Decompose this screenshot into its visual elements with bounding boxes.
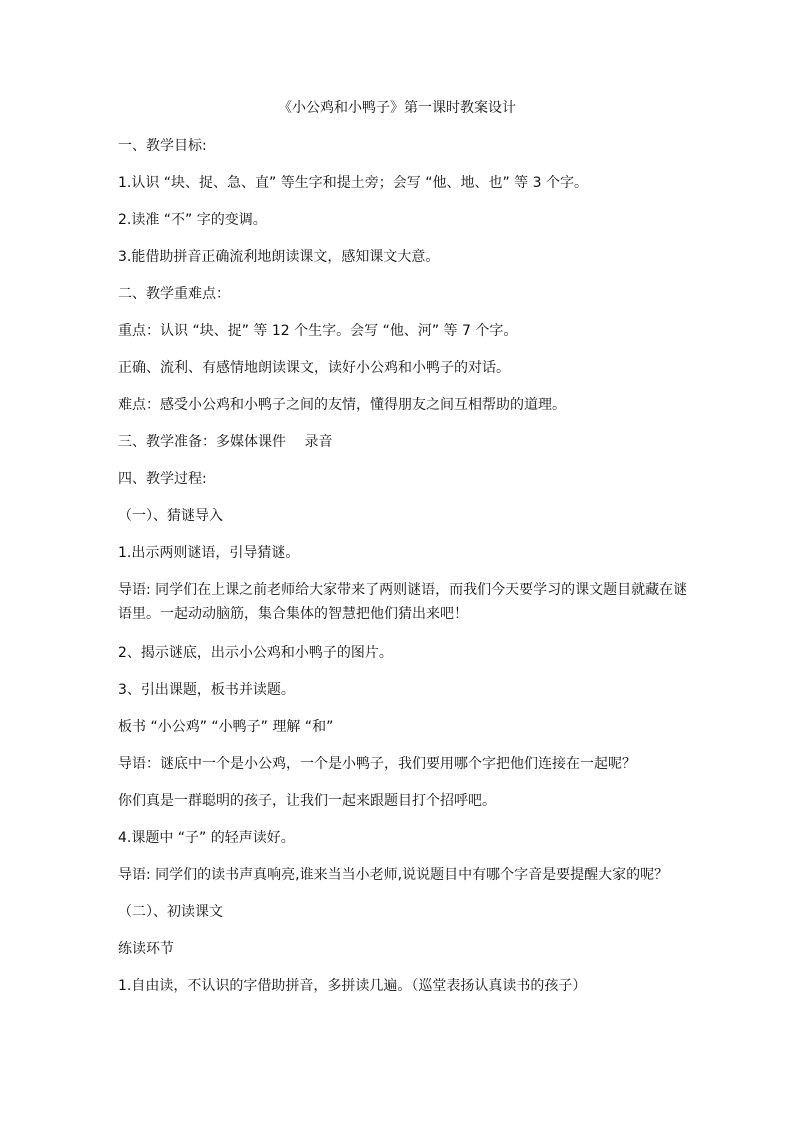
- section-heading-key-points: 二、教学重难点：: [118, 286, 230, 302]
- process-item-3: 3、引出课题，板书并读题。: [118, 682, 295, 698]
- free-reading-item: 1.自由读，不认识的字借助拼音，多拼读几遍。（巡堂表扬认真读书的孩子）: [118, 978, 587, 994]
- process-item-4: 4.课题中 “子” 的轻声读好。: [118, 830, 295, 846]
- subsection-heading-riddle: （一）、猜谜导入: [118, 508, 223, 524]
- guide-paragraph-2: 导语: 同学们的读书声真响亮,谁来当当小老师,说说题目中有哪个字音是要提醒大家的呢？: [118, 867, 669, 883]
- goal-item-1: 1.认识 “块、捉、急、直” 等生字和提土旁；会写 “他、地、也” 等 3 个字。: [118, 175, 588, 191]
- goal-item-2: 2.读准 “不” 字的变调。: [118, 212, 267, 228]
- practice-reading-paragraph: 练读环节: [118, 941, 174, 957]
- guide-paragraph-1: 导语：谜底中一个是小公鸡，一个是小鸭子，我们要用哪个字把他们连接在一起呢？: [118, 756, 636, 772]
- section-heading-goals: 一、教学目标:: [118, 138, 207, 154]
- riddle-intro-paragraph: 导语: 同学们在上课之前老师给大家带来了两则谜语，而我们今天要学习的课文题目就藏在谜语里。一起动动脑筋，集合集体的智慧把他们猜出来吧！: [118, 582, 688, 622]
- goal-item-3: 3.能借助拼音正确流利地朗读课文，感知课文大意。: [118, 249, 440, 265]
- blackboard-paragraph: 板书 “小公鸡” “小鸭子” 理解 “和”: [118, 719, 334, 735]
- reading-goal-paragraph: 正确、流利、有感情地朗读课文，读好小公鸡和小鸭子的对话。: [118, 360, 510, 376]
- difficulty-paragraph: 难点：感受小公鸡和小鸭子之间的友情，懂得朋友之间互相帮助的道理。: [118, 397, 566, 413]
- section-heading-process: 四、教学过程:: [118, 471, 207, 487]
- key-point-paragraph: 重点：认识 “块、捉” 等 12 个生字。会写 “他、河” 等 7 个字。: [118, 323, 518, 339]
- process-item-2: 2、揭示谜底，出示小公鸡和小鸭子的图片。: [118, 645, 393, 661]
- document-title: 《小公鸡和小鸭子》第一课时教案设计: [278, 100, 516, 116]
- praise-paragraph: 你们真是一群聪明的孩子，让我们一起来跟题目打个招呼吧。: [118, 793, 496, 809]
- section-heading-preparation: 三、教学准备：多媒体课件 录音: [118, 434, 333, 450]
- subsection-heading-first-reading: （二）、初读课文: [118, 904, 223, 920]
- process-item-1: 1.出示两则谜语，引导猜谜。: [118, 545, 300, 561]
